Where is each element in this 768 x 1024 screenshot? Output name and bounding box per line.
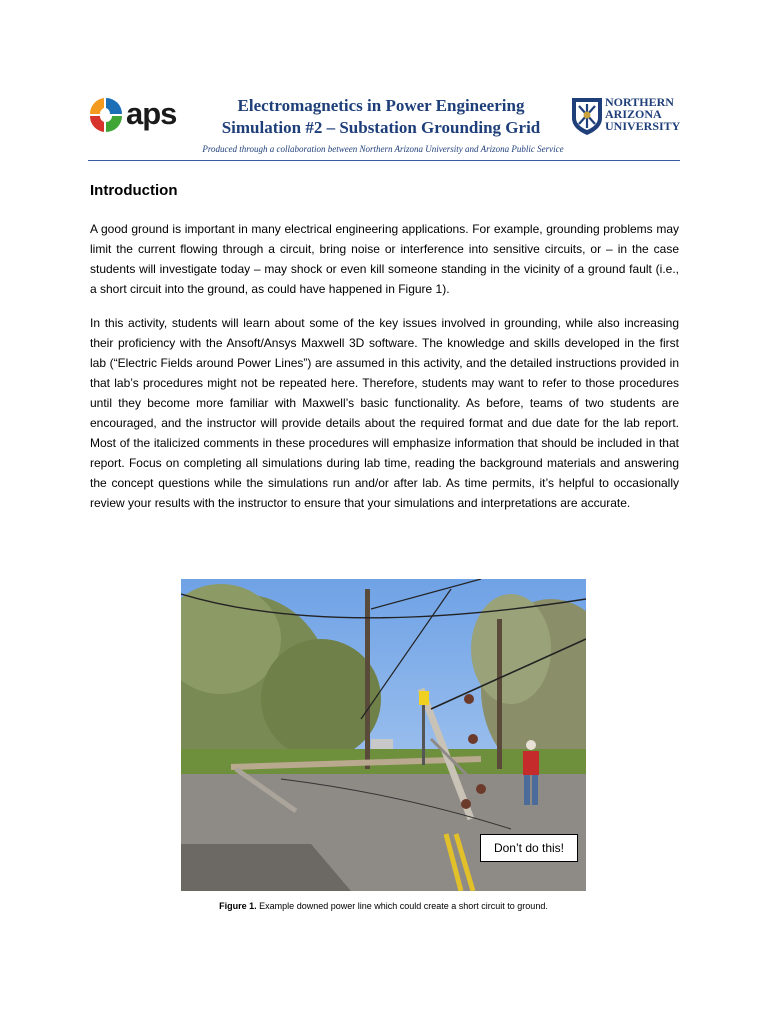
nau-wordmark-line3: UNIVERSITY (605, 119, 681, 133)
document-title-line1: Electromagnetics in Power Engineering (237, 96, 525, 115)
figure-caption (181, 901, 586, 911)
figure-caption-text: Example downed power line which could create a short circuit to ground. (256, 901, 548, 911)
nau-wordmark-line2: ARIZONA (605, 107, 662, 121)
intro-paragraph-1: A good ground is important in many electrical engineering applications. For example, grounding problems may limit the current flowing through a circuit, bring noise or interference into sensitive circuits, or – in the case students will investigate today – may shock or even kill someone standing in the vicinity of a ground fault (i.e., a short circuit into the ground, as could have happened in Figure 1). (90, 222, 679, 296)
figure-caption-label: Figure 1. (219, 901, 257, 911)
nau-shield-icon (570, 96, 604, 136)
document-title-line2: Simulation #2 – Substation Grounding Grid (221, 118, 541, 137)
photo-callout: Don’t do this! (480, 834, 578, 862)
section-heading: Introduction (90, 182, 178, 199)
header-divider (88, 160, 680, 161)
nau-wordmark (605, 96, 680, 132)
nau-wordmark-line1: NORTHERN (605, 95, 674, 109)
aps-wordmark: aps (126, 96, 177, 131)
collaboration-note: Produced through a collaboration between Northern Arizona University and Arizona Public Service (202, 144, 564, 154)
intro-paragraph-2: In this activity, students will learn about some of the key issues involved in grounding, while also increasing their proficiency with the Ansoft/Ansys Maxwell 3D software. The knowledge and skills developed in the first lab (“Electric Fields around Power Lines”) are assumed in this activity, and the detailed instructions provided in that lab’s procedures might not be repeated here. Therefore, students may want to refer to those procedures until they become more familiar with Maxwell’s basic functionality. As before, teams of two students are encouraged, and the instructor will provide details about the required format and due date for the lab report. Most of the italicized comments in these procedures will emphasize information that should be included in that report. Focus on completing all simulations during lab time, reading the background materials and answering the concept questions while the simulations run and/or after lab. As time permits, it’s helpful to occasionally review your results with the instructor to ensure that your simulations and interpretations are accurate. (90, 316, 679, 510)
